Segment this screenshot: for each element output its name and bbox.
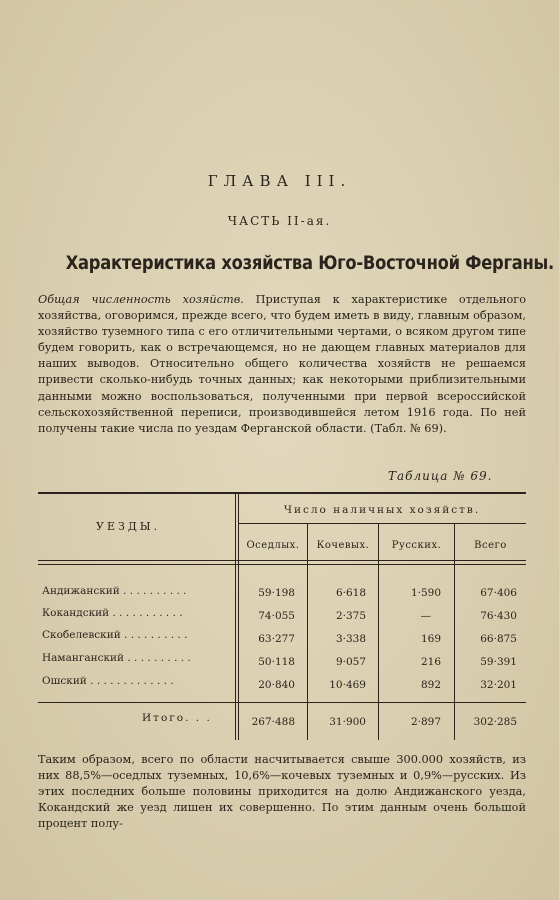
table-top-rule xyxy=(38,492,526,494)
table-total-cell: 302·285 xyxy=(473,716,517,728)
table-cell: 76·430 xyxy=(480,610,517,622)
table-vrule-4 xyxy=(454,524,455,740)
table-total-cell: 31·900 xyxy=(329,716,366,728)
table-header-rule xyxy=(38,560,526,561)
table-vrule-3 xyxy=(378,524,379,740)
table-cell: 59·198 xyxy=(258,587,295,599)
page-title: Характеристика хозяйства Юго-Восточной Ферганы. xyxy=(65,252,555,274)
table-cell: 20·840 xyxy=(258,679,295,691)
table-cell: 169 xyxy=(420,633,441,645)
table-cell: 6·618 xyxy=(335,587,366,599)
table-cell: 10·469 xyxy=(329,679,366,691)
paragraph-text: Приступая к характеристике отдельного хозяйства, оговоримся, прежде всего, что будем иметь в виду, главным образом, хозяйство туземного типа с его отличительными чертами, о всяком другом типе будем говорить, как о встречающемся, но не дающем главных материалов для наших выводов. Относительно общего количества хозяйств не решаемся привести сколько-нибудь точных данных; как некоторыми приблизительными данными можно воспользоваться, полученными при первой всероссийской сельскохозяйственной переписи, производившейся летом 1916 года. По ней получены такие числа по уездам Ферганской области. (Табл. № 69). xyxy=(38,293,526,435)
table-cell: 74·055 xyxy=(258,610,295,622)
table-total-cell: 267·488 xyxy=(251,716,295,728)
header-uezd: УЕЗДЫ. xyxy=(96,520,161,533)
households-table xyxy=(38,490,526,740)
intro-paragraph xyxy=(38,292,526,437)
table-row-name: Андижанский . . . . . . . . . . xyxy=(42,585,187,597)
table-total-cell: 2·897 xyxy=(410,716,441,728)
table-cell: 9·057 xyxy=(335,656,366,668)
table-header-rule-2 xyxy=(38,564,526,565)
table-group-rule xyxy=(238,523,526,524)
table-total-rule xyxy=(38,702,526,703)
table-cell: 32·201 xyxy=(480,679,517,691)
table-cell: 67·406 xyxy=(480,587,517,599)
table-row-name: Скобелевский . . . . . . . . . . xyxy=(42,629,188,641)
header-col-russian: Русских. xyxy=(391,540,442,551)
table-label: Таблица № 69. xyxy=(388,469,493,483)
part-heading: ЧАСТЬ II-ая. xyxy=(227,214,332,228)
table-total-label: Итого. . . xyxy=(142,712,212,724)
table-cell: 216 xyxy=(420,656,441,668)
table-vrule-2 xyxy=(307,524,308,740)
header-households: Число наличных хозяйств. xyxy=(283,504,481,516)
table-vrule-1 xyxy=(235,494,236,740)
table-row-name: Кокандский . . . . . . . . . . . xyxy=(42,607,183,619)
paragraph-lead: Общая численность хозяйств. xyxy=(38,293,244,306)
table-cell: 66·875 xyxy=(480,633,517,645)
header-col-settled: Оседлых. xyxy=(246,540,300,551)
table-cell: — xyxy=(420,610,431,622)
table-cell: 1·590 xyxy=(410,587,441,599)
table-cell: 59·391 xyxy=(480,656,517,668)
table-row-name: Наманганский . . . . . . . . . . xyxy=(42,652,191,664)
table-row-name: Ошский . . . . . . . . . . . . . xyxy=(42,675,174,687)
chapter-heading: ГЛАВА III. xyxy=(207,172,352,190)
header-col-nomadic: Кочевых. xyxy=(316,540,370,551)
summary-paragraph: Таким образом, всего по области насчитывается свыше 300.000 хозяйств, из них 88,5%—оседлых туземных, 10,6%—кочевых туземных и 0,9%—русских. Из этих последних больше половины приходится на долю Андижанского уезда, Кокандский же уезд лишен их совершенно. По этим данным очень большой процент полу- xyxy=(38,753,526,831)
table-cell: 63·277 xyxy=(258,633,295,645)
table-cell: 3·338 xyxy=(335,633,366,645)
table-cell: 50·118 xyxy=(258,656,295,668)
header-col-total: Всего xyxy=(474,540,507,551)
table-cell: 892 xyxy=(420,679,441,691)
table-cell: 2·375 xyxy=(335,610,366,622)
